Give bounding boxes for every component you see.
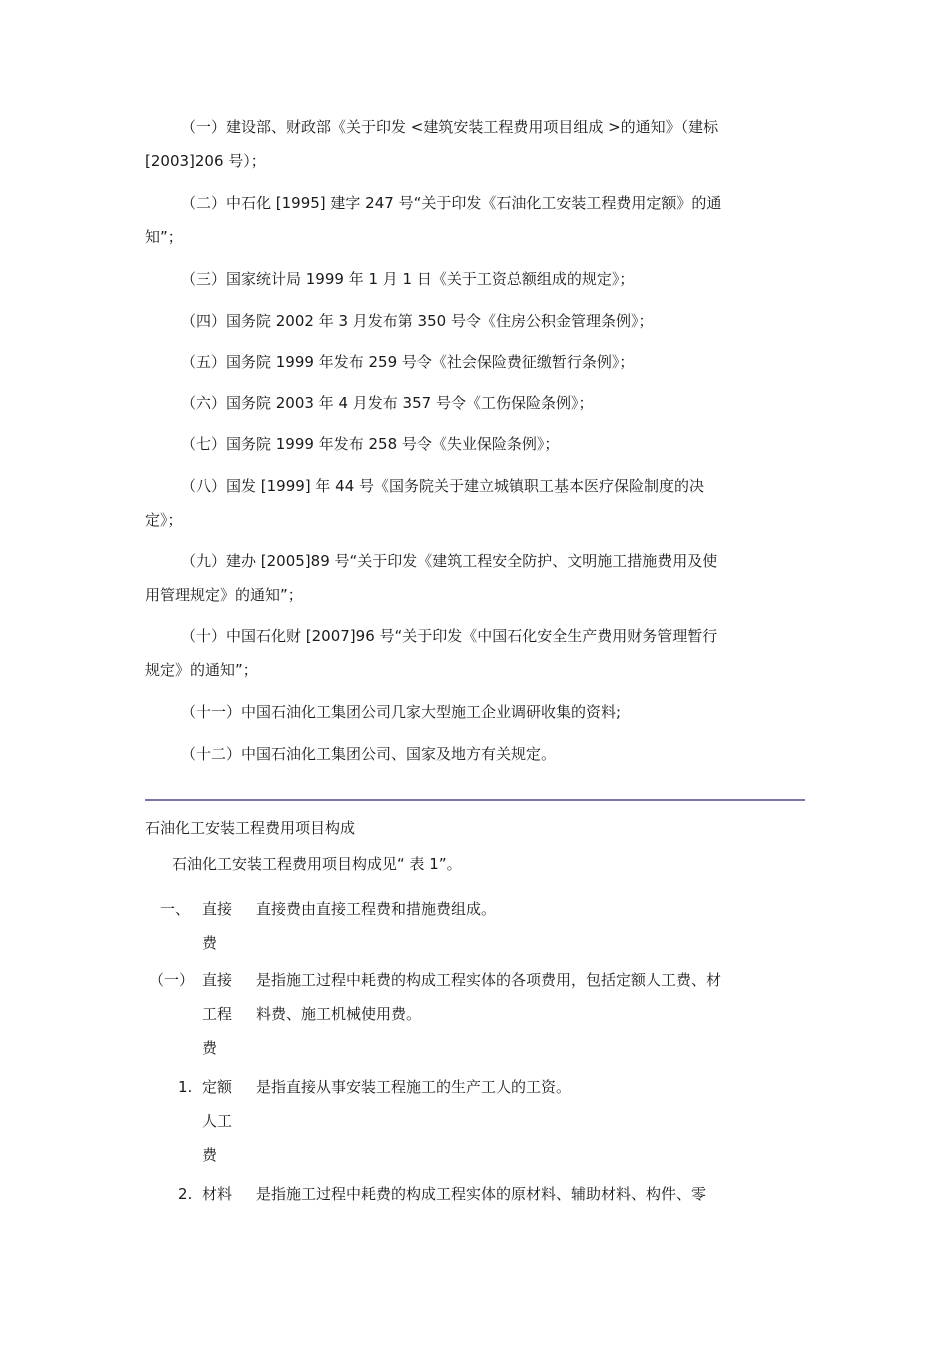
description-line: 是指施工过程中耗费的构成工程实体的各项费用，包括定额人工费、材 bbox=[256, 971, 722, 989]
reference-item-11 bbox=[145, 695, 770, 729]
reference-item-7 bbox=[145, 427, 770, 461]
description-line: 直接费由直接工程费和措施费组成。 bbox=[256, 900, 497, 918]
reference-continuation: 知”； bbox=[145, 228, 183, 246]
reference-text: （十一）中国石油化工集团公司几家大型施工企业调研收集的资料; bbox=[181, 703, 622, 721]
item-number: （一） bbox=[149, 971, 195, 989]
item-term: 直接费 bbox=[202, 900, 233, 952]
item-description bbox=[256, 1177, 756, 1211]
reference-item-8 bbox=[145, 469, 770, 537]
item-term: 定额人工费 bbox=[202, 1078, 233, 1164]
reference-text: （九）建办 [2005]89 号“关于印发《建筑工程安全防护、文明施工措施费用及使 bbox=[181, 552, 718, 570]
reference-continuation: 用管理规定》的通知”； bbox=[145, 586, 303, 604]
description-line: 料费、施工机械使用费。 bbox=[256, 1005, 422, 1023]
reference-item-1 bbox=[145, 110, 770, 178]
composition-row bbox=[145, 1070, 785, 1164]
composition-row bbox=[145, 1177, 785, 1213]
reference-continuation: 规定》的通知”； bbox=[145, 661, 258, 679]
reference-text: （三）国家统计局 1999 年 1 月 1 日《关于工资总额组成的规定》； bbox=[181, 270, 635, 288]
reference-continuation: 定》； bbox=[145, 511, 183, 529]
reference-text: （七）国务院 1999 年发布 258 号令《失业保险条例》； bbox=[181, 435, 560, 453]
description-line: 是指直接从事安装工程施工的生产工人的工资。 bbox=[256, 1078, 572, 1096]
item-description bbox=[256, 963, 756, 1031]
reference-item-6 bbox=[145, 386, 770, 420]
section-divider bbox=[145, 799, 805, 801]
description-line: 是指施工过程中耗费的构成工程实体的原材料、辅助材料、构件、零 bbox=[256, 1185, 707, 1203]
item-number: 一、 bbox=[160, 900, 191, 918]
reference-text: （五）国务院 1999 年发布 259 号令《社会保险费征缴暂行条例》； bbox=[181, 353, 635, 371]
reference-item-2 bbox=[145, 186, 770, 254]
item-number: 1. bbox=[178, 1078, 193, 1096]
reference-text: （十）中国石化财 [2007]96 号“关于印发《中国石化安全生产费用财务管理暂行 bbox=[181, 627, 718, 645]
section-heading: 石油化工安装工程费用项目构成 bbox=[145, 819, 356, 837]
reference-item-3 bbox=[145, 262, 770, 296]
reference-item-5 bbox=[145, 345, 770, 379]
item-term: 直接工程费 bbox=[202, 971, 233, 1057]
reference-item-10 bbox=[145, 619, 770, 687]
reference-text: （十二）中国石油化工集团公司、国家及地方有关规定。 bbox=[181, 745, 557, 763]
reference-text: （二）中石化 [1995] 建字 247 号“关于印发《石油化工安装工程费用定额》的通 bbox=[181, 194, 722, 212]
item-number: 2. bbox=[178, 1185, 193, 1203]
item-term: 材料 bbox=[202, 1185, 233, 1203]
reference-text: （一）建设部、财政部《关于印发 <建筑安装工程费用项目组成 >的通知》（建标 bbox=[181, 118, 719, 136]
section-intro: 石油化工安装工程费用项目构成见“ 表 1”。 bbox=[172, 855, 462, 873]
reference-continuation: [2003]206 号）； bbox=[145, 152, 266, 170]
item-description bbox=[256, 1070, 756, 1104]
reference-text: （六）国务院 2003 年 4 月发布 357 号令《工伤保险条例》； bbox=[181, 394, 594, 412]
reference-item-9 bbox=[145, 544, 770, 612]
item-description bbox=[256, 892, 756, 926]
composition-row bbox=[145, 963, 785, 1057]
composition-row bbox=[145, 892, 785, 952]
reference-text: （八）国发 [1999] 年 44 号《国务院关于建立城镇职工基本医疗保险制度的决 bbox=[181, 477, 705, 495]
reference-item-4 bbox=[145, 304, 770, 338]
reference-item-12 bbox=[145, 737, 770, 771]
reference-text: （四）国务院 2002 年 3 月发布第 350 号令《住房公积金管理条例》； bbox=[181, 312, 654, 330]
